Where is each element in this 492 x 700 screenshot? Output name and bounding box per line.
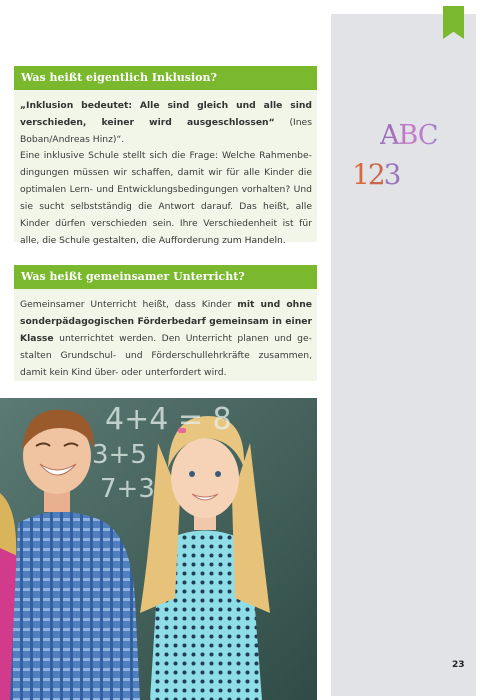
children-photo xyxy=(0,398,317,700)
digit-three: 3 xyxy=(383,158,400,191)
page-number: 23 xyxy=(452,660,465,670)
abc-decoration: ABC xyxy=(380,120,438,151)
section-inklusion-heading: Was heißt eigentlich Inklusion? xyxy=(14,66,317,90)
chalk-equation-1: 4+4 = 8 xyxy=(105,402,232,437)
section-unterricht-heading: Was heißt gemeinsamer Unterricht? xyxy=(14,265,317,289)
unterricht-text-start: Gemeinsamer Unterricht heißt, dass Kinder xyxy=(20,299,238,310)
unterricht-text-end: unterrichtet werden. Den Unterricht planen und gestalten Grundschul- und Förderschullehrkräfte zusammen, damit kein Kind über- oder unterfordert wird. xyxy=(20,333,312,378)
inklusion-quote xyxy=(20,97,312,148)
chalk-equation-3: 7+3 xyxy=(100,474,155,504)
inklusion-body: Eine inklusive Schule stellt sich die Frage: Welche Rahmenbedingungen müssen wir schaffen, damit wir für alle Kinder die optimalen Lern- und Entwicklungsbedingungen vorhalten? Und sie sucht selbstständig die Antwort darauf. Das heißt, alle Kinder dürfen verschieden sein. Ihre Verschiedenheit ist für alle, die Schule gestalten, die Aufforderung zum Handeln. xyxy=(20,150,312,246)
digit-one: 1 xyxy=(352,158,368,191)
number-decoration xyxy=(352,158,399,191)
digit-two: 2 xyxy=(367,158,384,191)
unterricht-text-bold: mit und ohne sonderpädagogischen Förderbedarf gemeinsam in einer Klasse xyxy=(20,299,312,344)
inklusion-quote-text: „Inklusion bedeutet: Alle sind gleich und alle sind verschieden, keiner wird ausgeschlossen“ xyxy=(20,100,312,128)
chalk-equation-2: 3+5 xyxy=(92,440,147,470)
children-photo-illustration xyxy=(0,398,317,700)
sidebar-panel xyxy=(331,14,476,696)
unterricht-body xyxy=(20,296,312,381)
inklusion-quote-source: (Ines Boban/Andreas Hinz)“. xyxy=(20,117,312,145)
